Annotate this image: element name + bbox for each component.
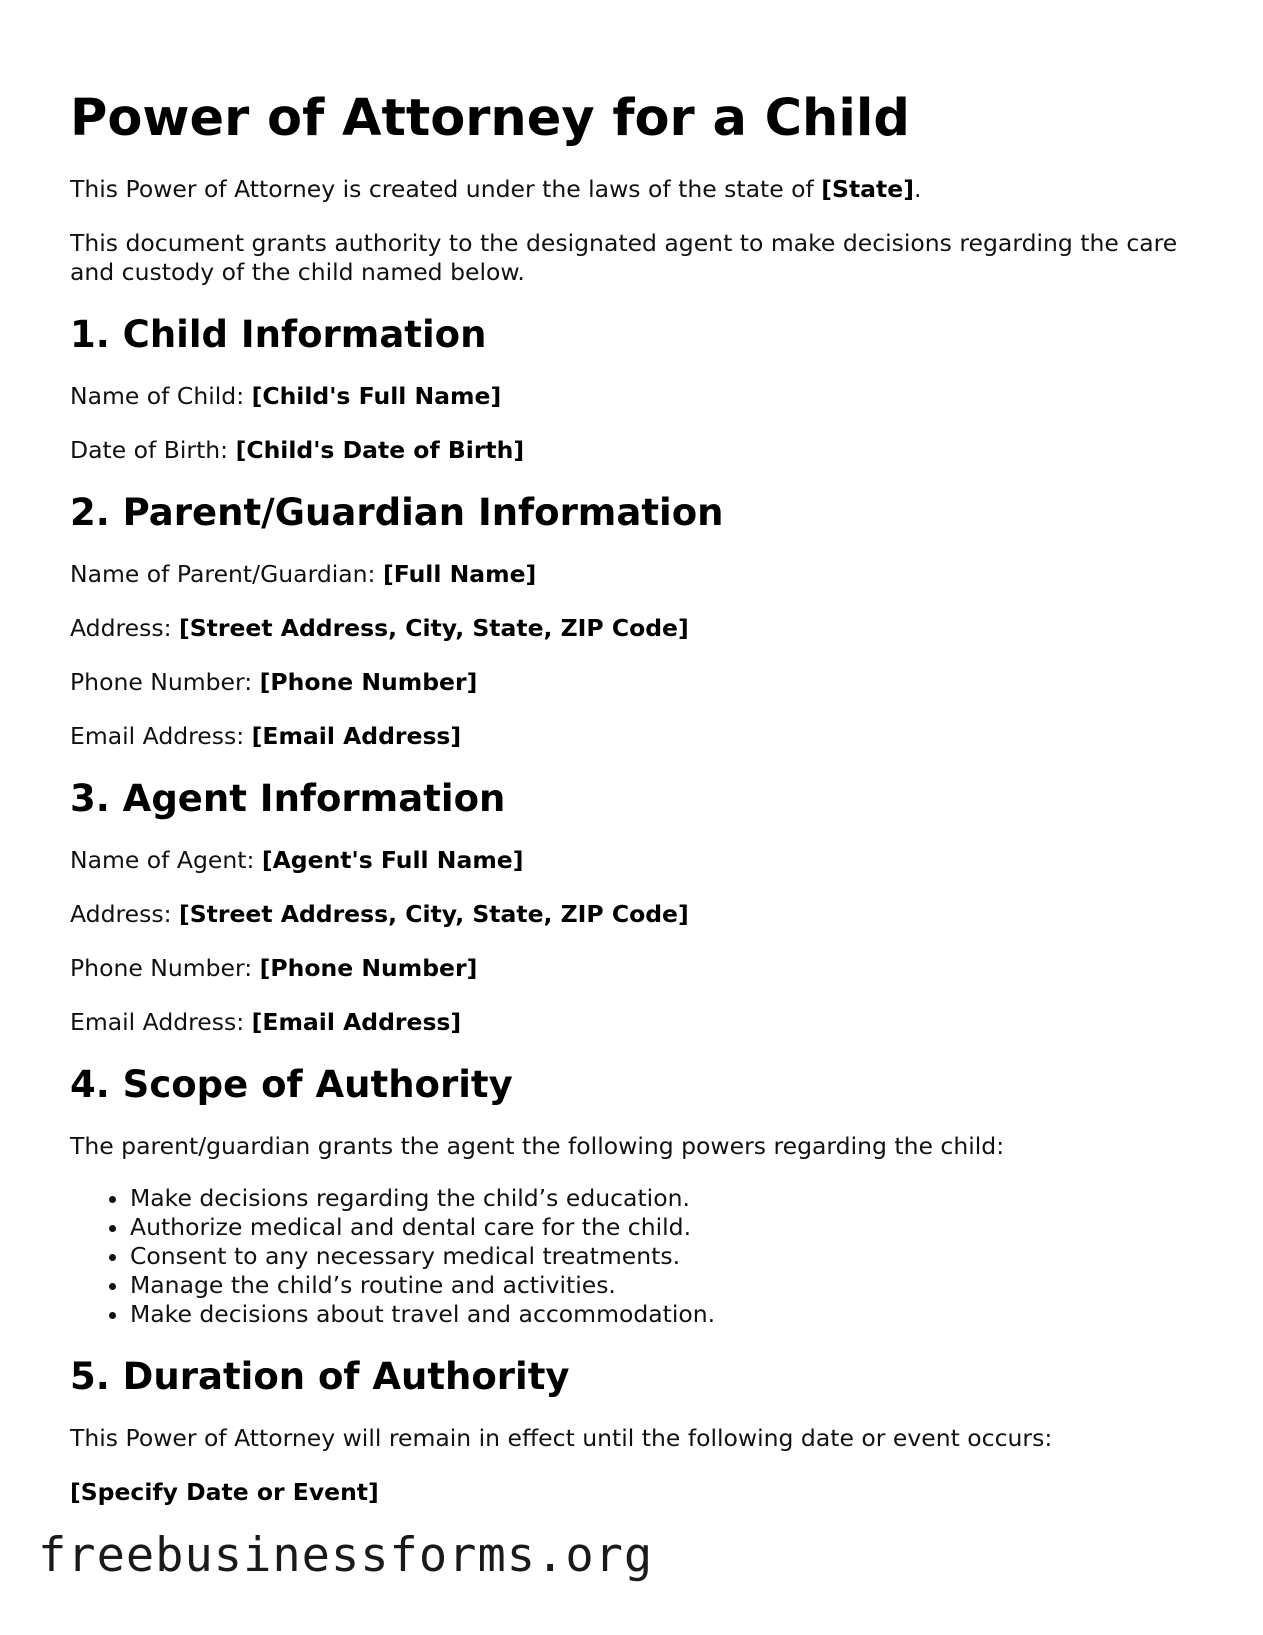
section-heading-parent: 2. Parent/Guardian Information	[70, 491, 724, 534]
child-dob-label: Date of Birth:	[70, 436, 236, 464]
document-title: Power of Attorney for a Child	[70, 89, 910, 148]
agent-phone-label: Phone Number:	[70, 954, 260, 982]
agent-email-field	[70, 1008, 1180, 1037]
agent-phone-value: [Phone Number]	[259, 954, 478, 982]
child-name-label: Name of Child:	[70, 382, 252, 410]
document-content	[70, 84, 1180, 1532]
parent-address-label: Address:	[70, 614, 179, 642]
duration-value: [Specify Date or Event]	[70, 1478, 379, 1506]
state-value: [State]	[821, 175, 914, 203]
parent-email-field	[70, 722, 1180, 751]
parent-phone-value: [Phone Number]	[259, 668, 478, 696]
list-item: • Make decisions regarding the child’s education.	[130, 1184, 1180, 1213]
powers-list	[70, 1184, 1180, 1329]
agent-phone-field	[70, 954, 1180, 983]
agent-name-field	[70, 846, 1180, 875]
state-statement-suffix: .	[913, 175, 922, 203]
parent-name-label: Name of Parent/Guardian:	[70, 560, 383, 588]
duration-field	[70, 1478, 1180, 1507]
agent-name-value: [Agent's Full Name]	[261, 846, 524, 874]
agent-email-label: Email Address:	[70, 1008, 252, 1036]
agent-name-label: Name of Agent:	[70, 846, 262, 874]
parent-email-label: Email Address:	[70, 722, 252, 750]
list-item: • Manage the child’s routine and activities.	[130, 1271, 1180, 1300]
parent-name-value: [Full Name]	[382, 560, 537, 588]
section-heading-scope: 4. Scope of Authority	[70, 1063, 513, 1106]
duration-intro: This Power of Attorney will remain in effect until the following date or event occurs:	[70, 1424, 1053, 1452]
state-statement-text: This Power of Attorney is created under the laws of the state of	[70, 175, 822, 203]
child-dob-value: [Child's Date of Birth]	[235, 436, 525, 464]
list-item: • Authorize medical and dental care for the child.	[130, 1213, 1180, 1242]
section-heading-agent: 3. Agent Information	[70, 777, 506, 820]
state-statement	[70, 175, 1180, 204]
agent-address-value: [Street Address, City, State, ZIP Code]	[178, 900, 689, 928]
parent-email-value: [Email Address]	[251, 722, 462, 750]
agent-address-label: Address:	[70, 900, 179, 928]
child-dob-field	[70, 436, 1180, 465]
parent-phone-field	[70, 668, 1180, 697]
list-item: • Consent to any necessary medical treatments.	[130, 1242, 1180, 1271]
parent-address-field	[70, 614, 1180, 643]
child-name-field	[70, 382, 1180, 411]
agent-email-value: [Email Address]	[251, 1008, 462, 1036]
scope-intro: The parent/guardian grants the agent the following powers regarding the child:	[70, 1132, 1005, 1160]
child-name-value: [Child's Full Name]	[251, 382, 502, 410]
parent-address-value: [Street Address, City, State, ZIP Code]	[178, 614, 689, 642]
section-heading-child: 1. Child Information	[70, 313, 487, 356]
list-item: • Make decisions about travel and accommodation.	[130, 1300, 1180, 1329]
grant-statement: This document grants authority to the designated agent to make decisions regarding the care and custody of the child named below.	[70, 229, 1178, 286]
parent-phone-label: Phone Number:	[70, 668, 260, 696]
agent-address-field	[70, 900, 1180, 929]
parent-name-field	[70, 560, 1180, 589]
section-heading-duration: 5. Duration of Authority	[70, 1355, 570, 1398]
watermark: freebusinessforms.org	[38, 1528, 654, 1583]
